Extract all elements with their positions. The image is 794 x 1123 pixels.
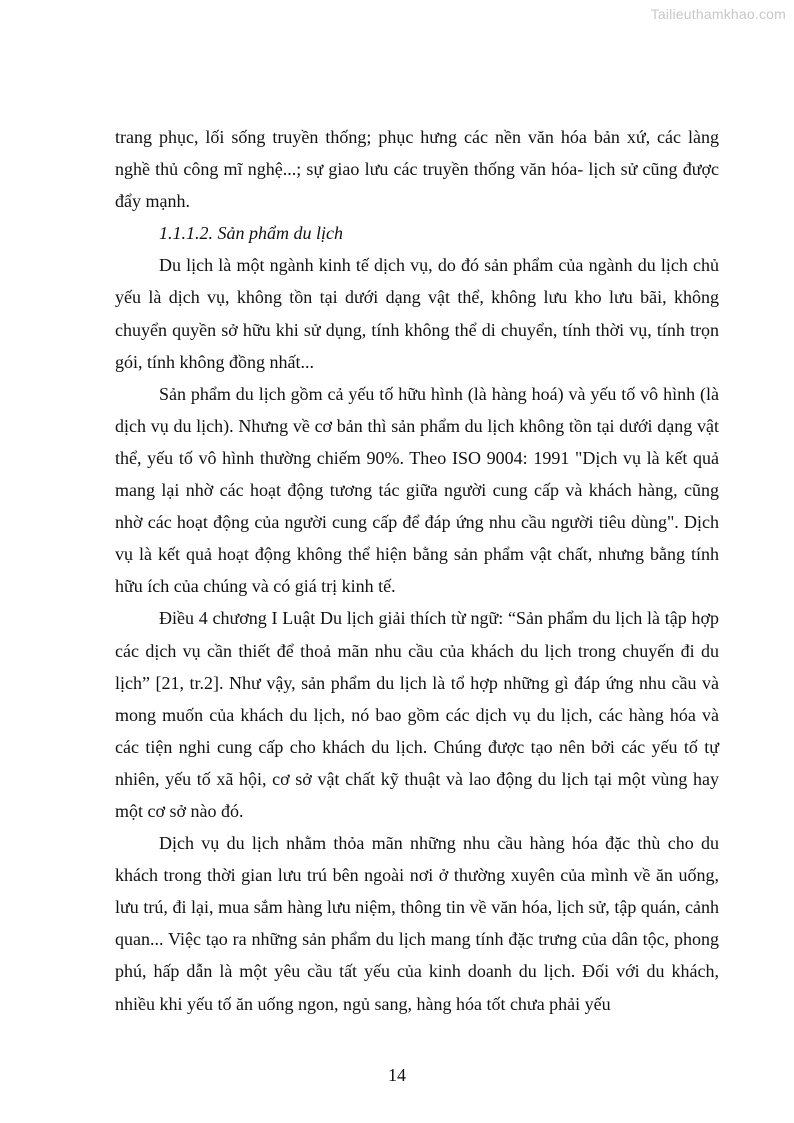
document-body (115, 121, 719, 1020)
paragraph: Dịch vụ du lịch nhằm thỏa mãn những nhu cầu hàng hóa đặc thù cho du khách trong thời gian lưu trú bên ngoài nơi ở thường xuyên của mình về ăn uống, lưu trú, đi lại, mua sắm hàng lưu niệm, thông tin về văn hóa, lịch sử, tập quán, cảnh quan... Việc tạo ra những sản phẩm du lịch mang tính đặc trưng của dân tộc, phong phú, hấp dẫn là một yêu cầu tất yếu của kinh doanh du lịch. Đối với du khách, nhiều khi yếu tố ăn uống ngon, ngủ sang, hàng hóa tốt chưa phải yếu (115, 833, 719, 1014)
section-heading: 1.1.1.2. Sản phẩm du lịch (159, 223, 343, 244)
page-number: 14 (388, 1065, 406, 1085)
paragraph: Điều 4 chương I Luật Du lịch giải thích từ ngữ: “Sản phẩm du lịch là tập hợp các dịch vụ cần thiết để thoả mãn nhu cầu của khách du lịch trong chuyến đi du lịch” [21, tr.2]. Như vậy, sản phẩm du lịch là tổ hợp những gì đáp ứng nhu cầu và mong muốn của khách du lịch, nó bao gồm các dịch vụ du lịch, các hàng hóa và các tiện nghi cung cấp cho khách du lịch. Chúng được tạo nên bởi các yếu tố tự nhiên, yếu tố xã hội, cơ sở vật chất kỹ thuật và lao động du lịch tại một vùng hay một cơ sở nào đó. (115, 608, 719, 821)
paragraph: Du lịch là một ngành kinh tế dịch vụ, do đó sản phẩm của ngành du lịch chủ yếu là dịch vụ, không tồn tại dưới dạng vật thể, không lưu kho lưu bãi, không chuyển quyền sở hữu khi sử dụng, tính không thể di chuyển, tính thời vụ, tính trọn gói, tính không đồng nhất... (115, 255, 719, 372)
watermark: Tailieuthamkhao.com (650, 6, 786, 22)
paragraph-continuation: trang phục, lối sống truyền thống; phục hưng các nền văn hóa bản xứ, các làng nghề thủ công mĩ nghệ...; sự giao lưu các truyền thống văn hóa- lịch sử cũng được đẩy mạnh. (115, 127, 719, 212)
paragraph: Sản phẩm du lịch gồm cả yếu tố hữu hình (là hàng hoá) và yếu tố vô hình (là dịch vụ du lịch). Nhưng về cơ bản thì sản phẩm du lịch không tồn tại dưới dạng vật thể, yếu tố vô hình thường chiếm 90%. Theo ISO 9004: 1991 "Dịch vụ là kết quả mang lại nhờ các hoạt động tương tác giữa người cung cấp và khách hàng, cũng nhờ các hoạt động của người cung cấp để đáp ứng nhu cầu người tiêu dùng". Dịch vụ là kết quả hoạt động không thể hiện bằng sản phẩm vật chất, nhưng bằng tính hữu ích của chúng và có giá trị kinh tế. (115, 383, 719, 597)
